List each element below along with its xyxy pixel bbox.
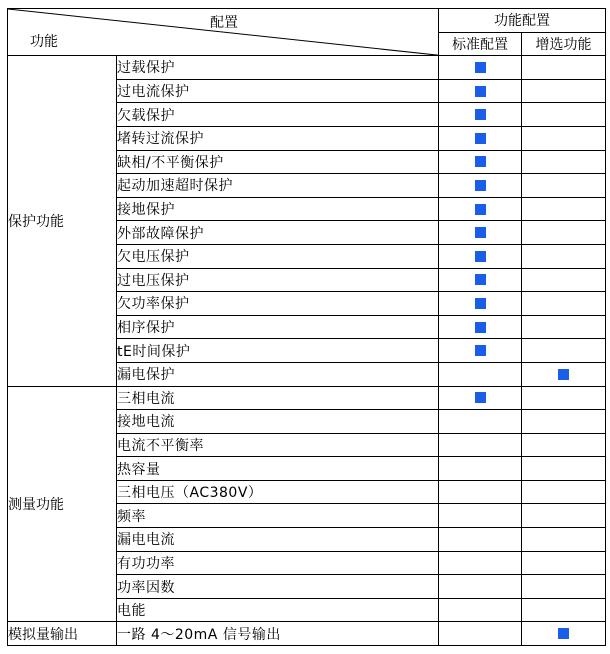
function-item-label: 一路 4～20mA 信号输出 (117, 622, 439, 646)
category-cell: 测量功能 (8, 386, 117, 622)
optional-mark-cell (522, 457, 606, 481)
standard-mark-cell (439, 551, 522, 575)
standard-mark-cell (439, 362, 522, 386)
standard-mark-cell (439, 103, 522, 127)
optional-mark-cell (522, 622, 606, 646)
standard-config-header: 标准配置 (439, 32, 522, 56)
standard-mark-cell (439, 174, 522, 198)
filled-square-icon (475, 156, 486, 167)
function-header-label: 功能 (30, 34, 58, 51)
filled-square-icon (475, 227, 486, 238)
table-row (8, 386, 606, 410)
filled-square-icon (475, 62, 486, 73)
function-item-label: 接地保护 (117, 197, 439, 221)
function-config-table (7, 8, 606, 646)
category-cell: 保护功能 (8, 56, 117, 386)
standard-mark-cell (439, 410, 522, 434)
diagonal-header-cell (8, 9, 439, 56)
filled-square-icon (558, 369, 569, 380)
optional-mark-cell (522, 575, 606, 599)
function-item-label: 有功功率 (117, 551, 439, 575)
table-row (8, 622, 606, 646)
standard-mark-cell (439, 457, 522, 481)
optional-mark-cell (522, 244, 606, 268)
config-group-header: 功能配置 (439, 9, 606, 33)
optional-mark-cell (522, 174, 606, 198)
optional-mark-cell (522, 292, 606, 316)
standard-mark-cell (439, 575, 522, 599)
filled-square-icon (558, 628, 569, 639)
filled-square-icon (475, 322, 486, 333)
optional-mark-cell (522, 79, 606, 103)
function-item-label: 相序保护 (117, 315, 439, 339)
config-header-label: 配置 (210, 15, 238, 31)
standard-mark-cell (439, 150, 522, 174)
filled-square-icon (475, 392, 486, 403)
standard-mark-cell (439, 339, 522, 363)
filled-square-icon (475, 180, 486, 191)
function-item-label: 功率因数 (117, 575, 439, 599)
function-item-label: 三相电流 (117, 386, 439, 410)
optional-mark-cell (522, 528, 606, 552)
optional-mark-cell (522, 150, 606, 174)
function-item-label: 过电流保护 (117, 79, 439, 103)
standard-mark-cell (439, 598, 522, 622)
function-item-label: 电流不平衡率 (117, 433, 439, 457)
optional-mark-cell (522, 315, 606, 339)
function-item-label: 过载保护 (117, 56, 439, 80)
standard-mark-cell (439, 268, 522, 292)
function-item-label: 堵转过流保护 (117, 126, 439, 150)
optional-mark-cell (522, 480, 606, 504)
standard-mark-cell (439, 504, 522, 528)
function-item-label: 三相电压（AC380V） (117, 480, 439, 504)
standard-mark-cell (439, 126, 522, 150)
filled-square-icon (475, 133, 486, 144)
function-item-label: 欠载保护 (117, 103, 439, 127)
standard-mark-cell (439, 221, 522, 245)
filled-square-icon (475, 274, 486, 285)
optional-mark-cell (522, 126, 606, 150)
standard-mark-cell (439, 197, 522, 221)
function-item-label: 漏电电流 (117, 528, 439, 552)
function-item-label: tE时间保护 (117, 339, 439, 363)
function-item-label: 热容量 (117, 457, 439, 481)
standard-mark-cell (439, 244, 522, 268)
function-item-label: 欠功率保护 (117, 292, 439, 316)
category-cell: 模拟量输出 (8, 622, 117, 646)
function-item-label: 欠电压保护 (117, 244, 439, 268)
optional-mark-cell (522, 103, 606, 127)
filled-square-icon (475, 345, 486, 356)
filled-square-icon (475, 86, 486, 97)
standard-mark-cell (439, 79, 522, 103)
standard-mark-cell (439, 433, 522, 457)
standard-mark-cell (439, 528, 522, 552)
standard-mark-cell (439, 386, 522, 410)
optional-mark-cell (522, 339, 606, 363)
function-item-label: 漏电保护 (117, 362, 439, 386)
optional-mark-cell (522, 504, 606, 528)
function-item-label: 起动加速超时保护 (117, 174, 439, 198)
function-item-label: 接地电流 (117, 410, 439, 434)
optional-mark-cell (522, 268, 606, 292)
standard-mark-cell (439, 315, 522, 339)
optional-mark-cell (522, 56, 606, 80)
filled-square-icon (475, 298, 486, 309)
filled-square-icon (475, 251, 486, 262)
optional-mark-cell (522, 410, 606, 434)
optional-mark-cell (522, 598, 606, 622)
function-item-label: 过电压保护 (117, 268, 439, 292)
function-item-label: 频率 (117, 504, 439, 528)
optional-mark-cell (522, 221, 606, 245)
optional-function-header: 增选功能 (522, 32, 606, 56)
filled-square-icon (475, 109, 486, 120)
function-item-label: 外部故障保护 (117, 221, 439, 245)
standard-mark-cell (439, 622, 522, 646)
function-item-label: 电能 (117, 598, 439, 622)
optional-mark-cell (522, 362, 606, 386)
standard-mark-cell (439, 292, 522, 316)
standard-mark-cell (439, 56, 522, 80)
optional-mark-cell (522, 197, 606, 221)
filled-square-icon (475, 204, 486, 215)
optional-mark-cell (522, 551, 606, 575)
standard-mark-cell (439, 480, 522, 504)
table-row (8, 56, 606, 80)
optional-mark-cell (522, 386, 606, 410)
function-item-label: 缺相/不平衡保护 (117, 150, 439, 174)
optional-mark-cell (522, 433, 606, 457)
